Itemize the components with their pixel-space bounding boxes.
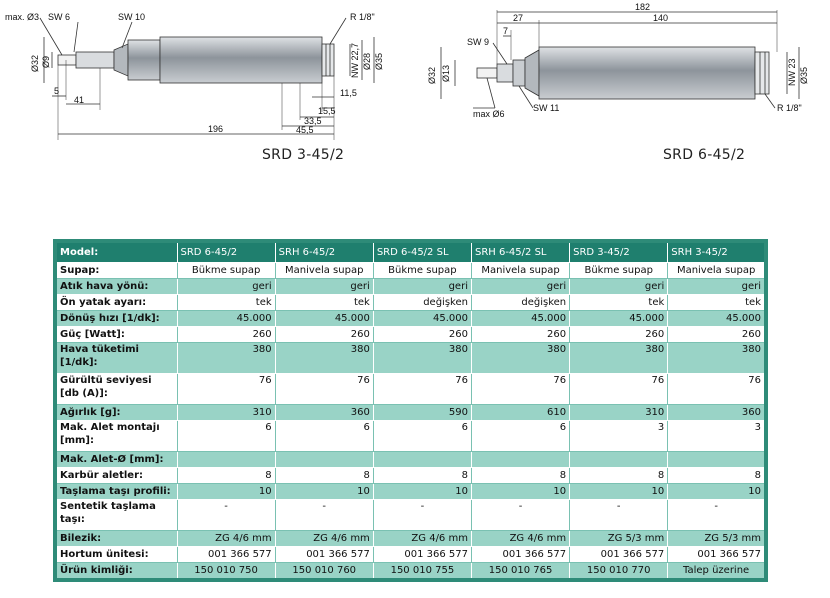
table-cell: 76 [471,374,569,405]
table-cell [373,452,471,468]
label-sw9: SW 9 [467,37,490,47]
table-cell: geri [373,279,471,295]
table-cell: 001 366 577 [668,547,766,563]
table-row [55,547,766,563]
label-5: 5 [54,86,60,96]
table-cell: 260 [275,327,373,343]
table-cell: - [471,500,569,531]
table-cell: 10 [471,484,569,500]
table-cell: 76 [570,374,668,405]
table-cell: 45.000 [373,311,471,327]
table-cell: tek [275,295,373,311]
table-cell: değişken [471,295,569,311]
table-row [55,563,766,581]
table-cell: 380 [471,343,569,374]
table-cell: ZG 4/6 mm [471,531,569,547]
table-cell: 45.000 [668,311,766,327]
header-model: SRD 6-45/2 [177,241,275,263]
table-cell: 45.000 [275,311,373,327]
label-d35: Ø35 [374,52,384,70]
table-row [55,421,766,452]
row-label: Taşlama taşı profili: [55,484,177,500]
label-140: 140 [653,13,669,23]
label-d32-r: Ø32 [427,66,437,84]
label-33-5: 33,5 [304,116,322,126]
label-41: 41 [74,95,85,105]
row-label: Ön yatak ayarı: [55,295,177,311]
table-cell: - [570,500,668,531]
label-7: 7 [503,26,509,36]
label-15-5: 15,5 [318,106,336,116]
label-sw6: SW 6 [48,12,71,22]
table-cell: değişken [373,295,471,311]
row-label: Gürültü seviyesi [db (A)]: [55,374,177,405]
table-row [55,405,766,421]
table-cell: 76 [373,374,471,405]
row-label: Dönüş hızı [1/dk]: [55,311,177,327]
table-cell: 150 010 750 [177,563,275,581]
table-cell: 45.000 [570,311,668,327]
table-cell: - [373,500,471,531]
caption-srd-6-45-2: SRD 6-45/2 [663,147,746,163]
table-row [55,374,766,405]
table-cell [275,452,373,468]
table-cell: Bükme supap [373,263,471,279]
table-cell: 610 [471,405,569,421]
row-label: Sentetik taşlama taşı: [55,500,177,531]
row-label: Ürün kimliği: [55,563,177,581]
row-label: Ağırlık [g]: [55,405,177,421]
table-cell: 360 [668,405,766,421]
table-cell: ZG 4/6 mm [275,531,373,547]
table-cell: - [177,500,275,531]
table-cell: 6 [177,421,275,452]
table-cell: 8 [668,468,766,484]
table-cell: Manivela supap [471,263,569,279]
row-label: Bilezik: [55,531,177,547]
table-cell: 380 [177,343,275,374]
table-cell: Manivela supap [668,263,766,279]
table-cell: 001 366 577 [373,547,471,563]
table-cell: 6 [275,421,373,452]
label-196: 196 [208,124,224,134]
table-cell: geri [570,279,668,295]
table-cell: Bükme supap [570,263,668,279]
table-cell: 3 [668,421,766,452]
table-cell: 76 [668,374,766,405]
table-cell: 380 [275,343,373,374]
table-cell: 380 [373,343,471,374]
table-cell: 260 [373,327,471,343]
header-model: SRD 3-45/2 [570,241,668,263]
table-cell: ZG 4/6 mm [373,531,471,547]
table-row [55,500,766,531]
label-d35-r: Ø35 [799,66,809,84]
table-cell: ZG 4/6 mm [177,531,275,547]
row-label: Hortum ünitesi: [55,547,177,563]
table-cell: 310 [177,405,275,421]
header-model-label: Model: [55,241,177,263]
table-cell: 45.000 [471,311,569,327]
table-cell: 260 [570,327,668,343]
spec-table [53,239,768,582]
table-cell: ZG 5/3 mm [570,531,668,547]
table-cell: 260 [668,327,766,343]
table-cell: 001 366 577 [570,547,668,563]
table-cell [471,452,569,468]
header-model: SRD 6-45/2 SL [373,241,471,263]
row-label: Hava tüketimi [1/dk]: [55,343,177,374]
table-row [55,531,766,547]
table-cell: 10 [275,484,373,500]
label-max-d3: max. Ø3 [5,12,40,22]
table-cell: 150 010 755 [373,563,471,581]
label-nw227: NW 22,7 [350,42,360,78]
table-cell: Manivela supap [275,263,373,279]
table-cell: 45.000 [177,311,275,327]
table-cell: Bükme supap [177,263,275,279]
table-cell: 10 [668,484,766,500]
table-cell: 310 [570,405,668,421]
label-27: 27 [513,13,524,23]
table-cell: 8 [373,468,471,484]
table-cell: 150 010 765 [471,563,569,581]
table-cell: 001 366 577 [275,547,373,563]
table-cell: 8 [570,468,668,484]
label-nw23: NW 23 [787,58,797,86]
table-cell: 6 [471,421,569,452]
table-cell: 590 [373,405,471,421]
table-cell: 380 [570,343,668,374]
table-cell: 380 [668,343,766,374]
table-cell [668,452,766,468]
label-r18-r: R 1/8" [777,103,802,113]
table-row [55,263,766,279]
drawing-srd-6-45-2 [415,0,825,170]
header-model: SRH 3-45/2 [668,241,766,263]
drawing-srd-3-45-2 [0,0,400,170]
table-cell: 10 [373,484,471,500]
table-cell: 001 366 577 [177,547,275,563]
row-label: Mak. Alet montajı [mm]: [55,421,177,452]
header-model: SRH 6-45/2 SL [471,241,569,263]
table-cell: Talep üzerine [668,563,766,581]
label-d32: Ø32 [30,54,40,72]
table-row [55,279,766,295]
row-label: Güç [Watt]: [55,327,177,343]
table-row [55,327,766,343]
table-cell: geri [177,279,275,295]
table-row [55,311,766,327]
label-d28: Ø28 [362,52,372,70]
table-cell: ZG 5/3 mm [668,531,766,547]
table-cell: 8 [275,468,373,484]
label-sw11: SW 11 [533,103,560,113]
label-45-5: 45,5 [296,125,314,135]
table-header-row [55,241,766,263]
row-label: Karbür aletler: [55,468,177,484]
table-cell: geri [668,279,766,295]
table-cell: 260 [177,327,275,343]
label-182: 182 [635,2,651,12]
table-cell: 150 010 770 [570,563,668,581]
caption-srd-3-45-2: SRD 3-45/2 [262,147,345,163]
label-r18: R 1/8" [350,12,375,22]
table-cell: - [668,500,766,531]
table-cell: geri [471,279,569,295]
table-cell: 10 [177,484,275,500]
table-row [55,484,766,500]
table-cell: 8 [177,468,275,484]
row-label: Mak. Alet-Ø [mm]: [55,452,177,468]
table-cell: 001 366 577 [471,547,569,563]
table-row [55,468,766,484]
table-cell: 360 [275,405,373,421]
row-label: Atık hava yönü: [55,279,177,295]
table-cell: 260 [471,327,569,343]
label-max-d6: max Ø6 [473,109,505,119]
table-cell: geri [275,279,373,295]
table-cell: tek [570,295,668,311]
table-cell: 6 [373,421,471,452]
label-d13: Ø13 [441,64,451,82]
table-row [55,343,766,374]
table-row [55,295,766,311]
table-cell: 76 [275,374,373,405]
table-row [55,452,766,468]
table-cell: 150 010 760 [275,563,373,581]
table-cell [177,452,275,468]
table-cell: 76 [177,374,275,405]
table-cell: 10 [570,484,668,500]
row-label: Supap: [55,263,177,279]
table-cell: - [275,500,373,531]
table-cell: 8 [471,468,569,484]
table-cell [570,452,668,468]
label-11-5: 11,5 [340,88,357,98]
table-cell: tek [177,295,275,311]
table-cell: 3 [570,421,668,452]
header-model: SRH 6-45/2 [275,241,373,263]
table-cell: tek [668,295,766,311]
label-d9: Ø9 [41,55,51,68]
label-sw10: SW 10 [118,12,146,22]
